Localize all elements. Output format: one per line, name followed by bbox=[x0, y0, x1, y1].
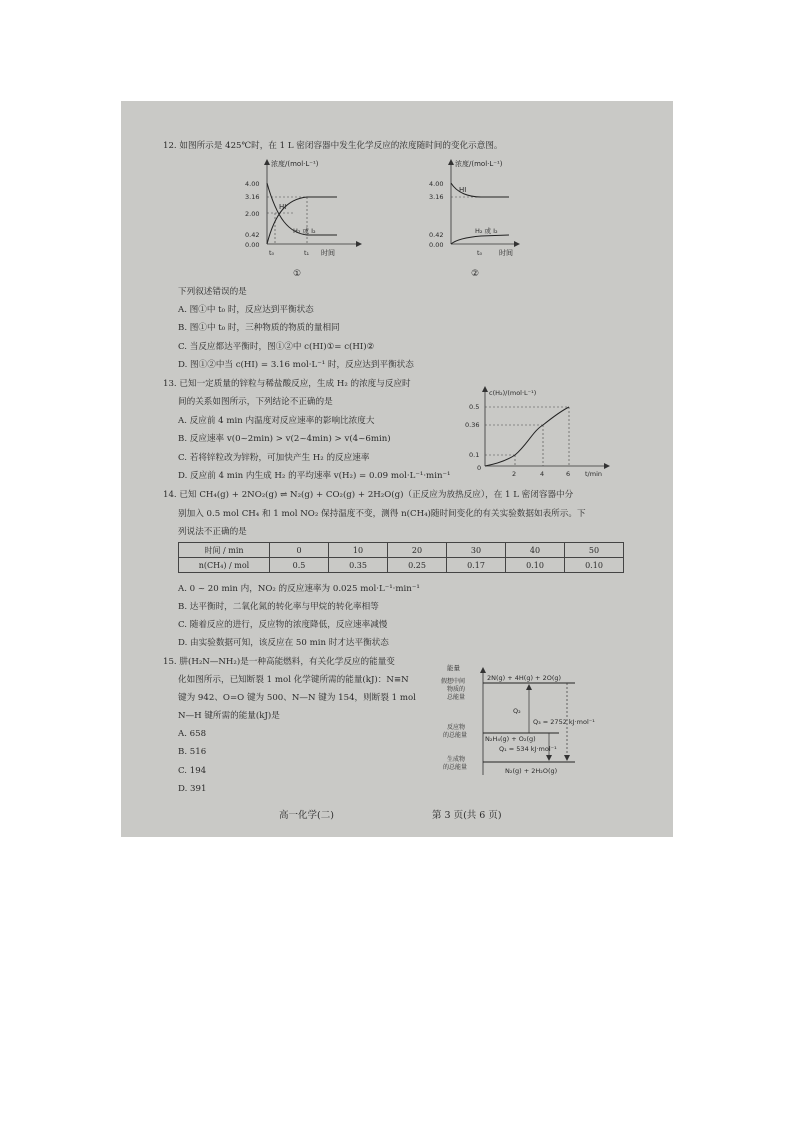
q12-lead: 下列叙述错误的是 bbox=[178, 287, 247, 297]
q3-label: Q₃ = 2752 kJ·mol⁻¹ bbox=[533, 718, 595, 726]
q12-stem: 12. 如图所示是 425℃时，在 1 L 密闭容器中发生化学反应的浓度随时间的变化示意图。 bbox=[163, 141, 503, 151]
footer-page: 第 3 页(共 6 页) bbox=[432, 810, 502, 821]
table-cell: 50 bbox=[565, 543, 624, 558]
table-cell: n(CH₄) / mol bbox=[179, 558, 270, 573]
g2-y400: 4.00 bbox=[429, 180, 444, 188]
q12-option-b: B. 图①中 t₀ 时，三种物质的物质的量相同 bbox=[178, 323, 340, 333]
g1-y200: 2.00 bbox=[245, 210, 260, 218]
q14-option-d: D. 由实验数据可知，该反应在 50 min 时才达平衡状态 bbox=[178, 638, 389, 648]
q14-data-table bbox=[178, 542, 624, 573]
reactants-level: N₂H₄(g) + O₂(g) bbox=[485, 735, 536, 743]
table-cell: 0.25 bbox=[388, 558, 447, 573]
table-cell: 30 bbox=[447, 543, 506, 558]
q2-label: Q₂ bbox=[513, 707, 521, 715]
table-cell: 10 bbox=[329, 543, 388, 558]
q12-option-d: D. 图①②中当 c(HI) = 3.16 mol·L⁻¹ 时，反应达到平衡状态 bbox=[178, 360, 414, 370]
virtual-label-3: 总能量 bbox=[447, 694, 466, 701]
table-cell: 0.5 bbox=[270, 558, 329, 573]
g1-h2i2: H₂ 或 I₂ bbox=[293, 227, 316, 235]
g1-t1: t₁ bbox=[304, 249, 310, 257]
products-level: N₂(g) + 2H₂O(g) bbox=[505, 767, 558, 775]
top-level: 2N(g) + 4H(g) + 2O(g) bbox=[487, 674, 562, 682]
g2-hi: HI bbox=[459, 186, 467, 194]
q13-graph bbox=[461, 385, 616, 481]
q12-option-c: C. 当反应都达平衡时，图①②中 c(HI)①= c(HI)② bbox=[178, 342, 375, 352]
q13-stem-2: 间的关系如图所示，下列结论不正确的是 bbox=[178, 397, 333, 407]
q14-stem-1: 14. 已知 CH₄(g) + 2NO₂(g) ⇌ N₂(g) + CO₂(g) + 2H₂O(g)（正反应为放热反应），在 1 L 密闭容器中分 bbox=[163, 490, 574, 500]
g1-y316: 3.16 bbox=[245, 193, 260, 201]
q15-energy-diagram bbox=[439, 661, 639, 781]
q15-stem-3: 键为 942、O=O 键为 500、N—N 键为 154，则断裂 1 mol bbox=[178, 693, 416, 703]
g2-y316: 3.16 bbox=[429, 193, 444, 201]
g13-x2: 2 bbox=[512, 470, 517, 478]
g13-ylabel: c(H₂)/(mol·L⁻¹) bbox=[489, 389, 537, 397]
g2-y042: 0.42 bbox=[429, 231, 444, 239]
g1-y000: 0.00 bbox=[245, 241, 260, 249]
g1-xlabel: 时间 bbox=[321, 249, 335, 257]
q15-option-d: D. 391 bbox=[178, 784, 207, 794]
product-label-2: 的总能量 bbox=[443, 764, 468, 771]
g1-t0: t₀ bbox=[269, 249, 275, 257]
q13-stem-1: 13. 已知一定质量的锌粒与稀盐酸反应，生成 H₂ 的浓度与反应时 bbox=[163, 379, 411, 389]
g13-xlabel: t/min bbox=[585, 470, 602, 478]
g1-num: ① bbox=[293, 269, 302, 279]
table-row bbox=[179, 558, 624, 573]
table-cell: 0.35 bbox=[329, 558, 388, 573]
g13-x4: 4 bbox=[540, 470, 545, 478]
table-cell: 0 bbox=[270, 543, 329, 558]
g2-ylabel: 浓度/(mol·L⁻¹) bbox=[455, 160, 503, 168]
g13-x6: 6 bbox=[566, 470, 571, 478]
table-cell: 0.10 bbox=[506, 558, 565, 573]
q14-stem-2: 别加入 0.5 mol CH₄ 和 1 mol NO₂ 保持温度不变，测得 n(CH₄)随时间变化的有关实验数据如表所示。下 bbox=[178, 509, 586, 519]
g1-y042: 0.42 bbox=[245, 231, 260, 239]
q14-option-b: B. 达平衡时，二氧化氮的转化率与甲烷的转化率相等 bbox=[178, 602, 379, 612]
table-cell: 20 bbox=[388, 543, 447, 558]
table-cell: 0.17 bbox=[447, 558, 506, 573]
reactant-label-2: 的总能量 bbox=[443, 732, 468, 739]
q13-option-c: C. 若将锌粒改为锌粉，可加快产生 H₂ 的反应速率 bbox=[178, 453, 370, 463]
table-row bbox=[179, 543, 624, 558]
q15-stem-4: N—H 键所需的能量(kJ)是 bbox=[178, 711, 280, 721]
q14-stem-3: 列说法不正确的是 bbox=[178, 527, 247, 537]
q12-graph-1 bbox=[231, 159, 371, 279]
g13-y01: 0.1 bbox=[469, 451, 480, 459]
q15-option-a: A. 658 bbox=[178, 729, 207, 739]
g1-hi: HI bbox=[279, 203, 287, 211]
g1-ylabel: 浓度/(mol·L⁻¹) bbox=[271, 160, 319, 168]
q13-option-b: B. 反应速率 v(0~2min) > v(2~4min) > v(4~6min) bbox=[178, 434, 391, 444]
table-cell: 0.10 bbox=[565, 558, 624, 573]
g1-y400: 4.00 bbox=[245, 180, 260, 188]
g13-y05: 0.5 bbox=[469, 403, 480, 411]
q12-option-a: A. 图①中 t₀ 时，反应达到平衡状态 bbox=[178, 305, 314, 315]
table-cell: 40 bbox=[506, 543, 565, 558]
virtual-label-2: 物质的 bbox=[447, 686, 466, 693]
g2-t0: t₀ bbox=[477, 249, 483, 257]
g2-h2i2: H₂ 或 I₂ bbox=[475, 227, 498, 235]
g2-xlabel: 时间 bbox=[499, 249, 513, 257]
footer-subject: 高一化学(二) bbox=[279, 810, 334, 821]
q12-graph-2 bbox=[421, 159, 561, 279]
q1-label: Q₁ = 534 kJ·mol⁻¹ bbox=[499, 745, 557, 753]
q13-option-d: D. 反应前 4 min 内生成 H₂ 的平均速率 v(H₂) = 0.09 mol·L⁻¹·min⁻¹ bbox=[178, 471, 451, 481]
g2-num: ② bbox=[471, 269, 480, 279]
scanned-page bbox=[121, 101, 673, 837]
q15-option-c: C. 194 bbox=[178, 766, 207, 776]
q14-option-a: A. 0 ~ 20 min 内，NO₂ 的反应速率为 0.025 mol·L⁻¹·min⁻¹ bbox=[178, 584, 420, 594]
q15-stem-1: 15. 肼(H₂N—NH₂)是一种高能燃料，有关化学反应的能量变 bbox=[163, 657, 395, 667]
table-cell: 时间 / min bbox=[179, 543, 270, 558]
virtual-label-1: 假想中间 bbox=[441, 678, 466, 685]
g13-o: 0 bbox=[477, 464, 482, 472]
g2-y000: 0.00 bbox=[429, 241, 444, 249]
reactant-label-1: 反应物 bbox=[447, 724, 466, 731]
g13-y036: 0.36 bbox=[465, 421, 480, 429]
q13-option-a: A. 反应前 4 min 内温度对反应速率的影响比浓度大 bbox=[178, 416, 375, 426]
q15-stem-2: 化如图所示，已知断裂 1 mol 化学键所需的能量(kJ)：N≡N bbox=[178, 675, 409, 685]
energy-label: 能量 bbox=[447, 664, 460, 672]
q14-option-c: C. 随着反应的进行，反应物的浓度降低，反应速率减慢 bbox=[178, 620, 388, 630]
q15-option-b: B. 516 bbox=[178, 747, 207, 757]
product-label-1: 生成物 bbox=[447, 756, 466, 763]
